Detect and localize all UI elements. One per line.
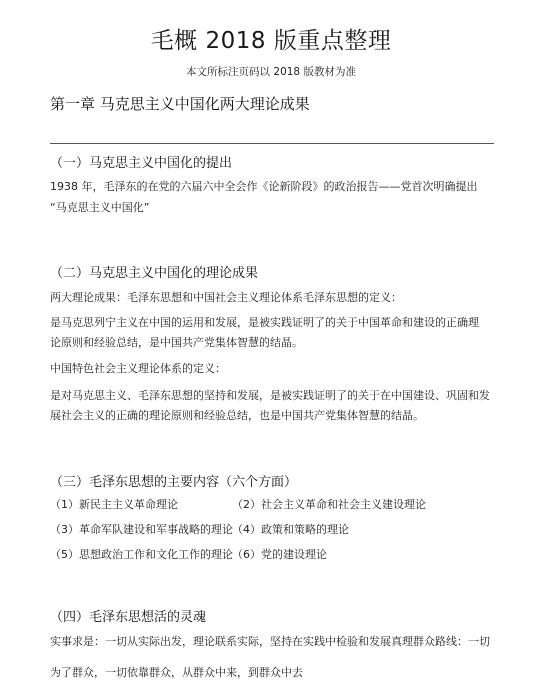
section-4-heading: （四）毛泽东思想活的灵魂 <box>50 610 207 625</box>
divider-rule <box>50 143 494 144</box>
section-2-line: 是对马克思主义、毛泽东思想的坚持和发展，是被实践证明了的关于在中国建设、巩固和发 <box>50 389 490 402</box>
section-2-line: 论原则和经验总结，是中国共产党集体智慧的结晶。 <box>50 336 303 349</box>
list-item: （5）思想政治工作和文化工作的理论 <box>50 548 233 561</box>
list-item: （4）政策和策略的理论 <box>232 523 349 536</box>
section-2-heading: （二）马克思主义中国化的理论成果 <box>50 266 259 281</box>
section-1-paragraph-line: “马克思主义中国化” <box>50 201 150 214</box>
list-item: （3）革命军队建设和军事战略的理论 <box>50 523 233 536</box>
section-2-line: 中国特色社会主义理论体系的定义： <box>50 362 226 375</box>
document-subtitle: 本文所标注页码以 2018 版教材为准 <box>186 66 356 78</box>
section-2-line: 是马克思列宁主义在中国的运用和发展，是被实践证明了的关于中国革命和建设的正确理 <box>50 316 479 329</box>
section-4-line: 为了群众，一切依靠群众，从群众中来，到群众中去 <box>50 666 303 679</box>
list-item: （6）党的建设理论 <box>232 548 327 561</box>
document-title: 毛概 2018 版重点整理 <box>150 28 392 54</box>
list-item: （2）社会主义革命和社会主义建设理论 <box>232 498 426 511</box>
section-2-line: 两大理论成果：毛泽东思想和中国社会主义理论体系毛泽东思想的定义： <box>50 291 402 304</box>
list-item: （1）新民主主义革命理论 <box>50 498 178 511</box>
section-3-heading: （三）毛泽东思想的主要内容（六个方面） <box>50 475 298 490</box>
section-1-heading: （一）马克思主义中国化的提出 <box>50 156 233 171</box>
chapter-heading: 第一章 马克思主义中国化两大理论成果 <box>50 95 310 113</box>
section-4-line: 实事求是：一切从实际出发，理论联系实际，坚持在实践中检验和发展真理群众路线：一切 <box>50 635 490 648</box>
section-1-paragraph-line: 1938 年，毛泽东的在党的六届六中全会作《论新阶段》的政治报告——党首次明确提出 <box>50 180 478 193</box>
section-2-line: 展社会主义的正确的理论原则和经验总结，也是中国共产党集体智慧的结晶。 <box>50 409 424 422</box>
